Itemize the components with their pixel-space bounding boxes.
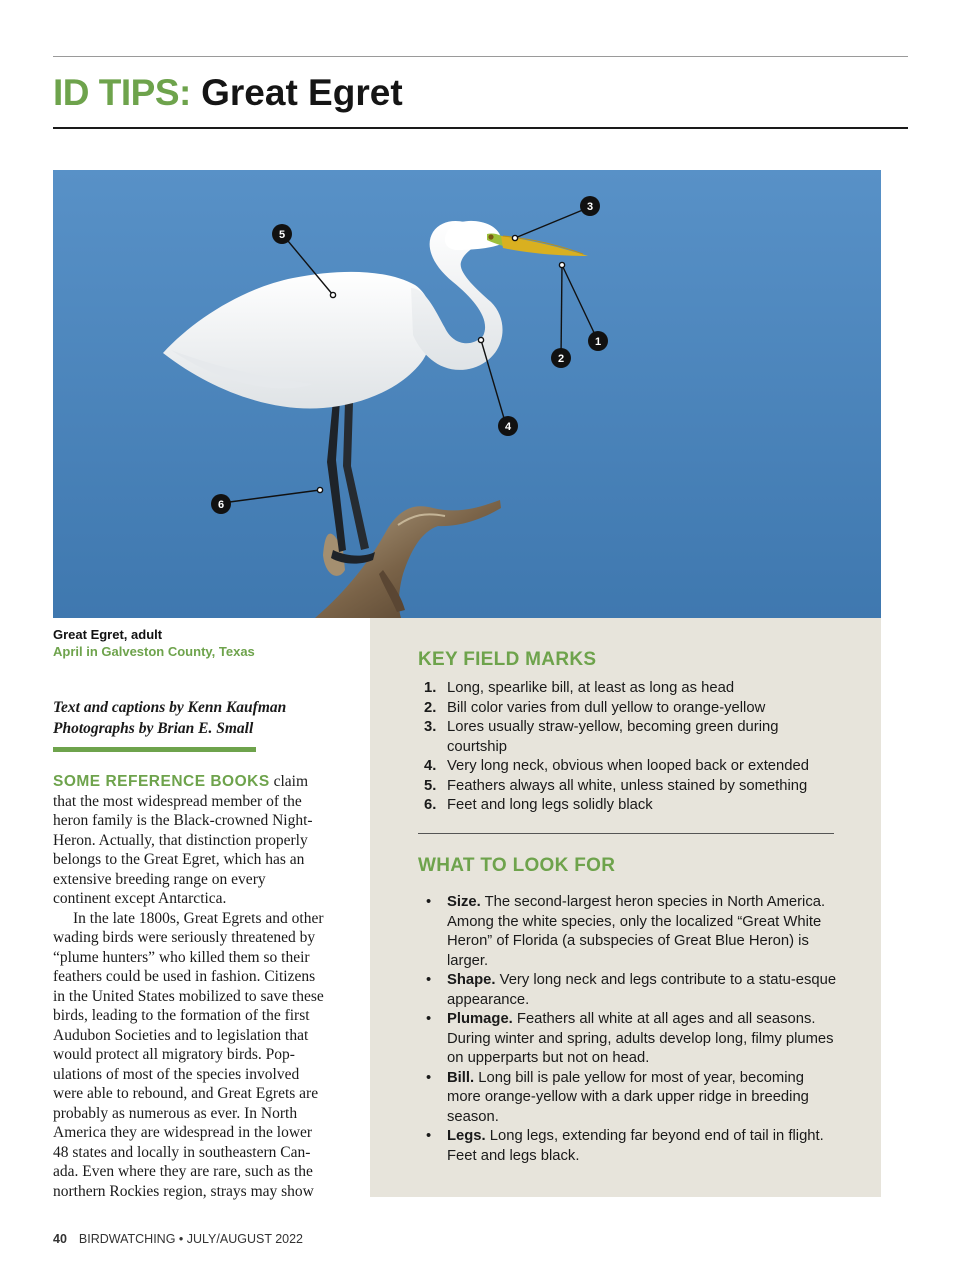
field-mark-number: 1.: [424, 680, 437, 696]
top-rule: [53, 56, 908, 57]
article-body: [53, 772, 327, 1201]
look-for-list: [418, 893, 838, 1166]
field-mark-text: Long, spearlike bill, at least as long as head: [447, 680, 735, 696]
bullet: •: [426, 894, 432, 910]
page-footer: [53, 1231, 303, 1247]
egret-illustration: [53, 170, 881, 618]
look-for-label: Plumage.: [447, 1011, 513, 1027]
text-credit: Text and captions by Kenn Kaufman: [53, 699, 287, 716]
look-for-label: Shape.: [447, 972, 496, 988]
callout-label-6: 6: [217, 499, 225, 511]
what-to-look-for-heading: WHAT TO LOOK FOR: [418, 855, 616, 876]
field-marks-list: [418, 679, 838, 816]
look-for-label: Size.: [447, 894, 481, 910]
callout-badge-2: [551, 348, 571, 368]
field-mark-number: 2.: [424, 699, 437, 716]
lead-in: SOME REFERENCE BOOKS: [53, 773, 270, 790]
bullet: •: [426, 1011, 432, 1027]
callout-badge-1: [588, 331, 608, 351]
field-mark-item: [418, 699, 838, 719]
field-mark-item: [418, 777, 838, 797]
look-for-text: Feathers all white at all ages and all seasons. During winter and spring, adults develop long, filmy plumes on upperparts but not on head.: [447, 1011, 834, 1066]
photo-caption-subtitle: April in Galveston County, Texas: [53, 644, 255, 659]
field-mark-item: [418, 757, 838, 777]
page-number: 40: [53, 1232, 67, 1246]
bullet: •: [426, 972, 432, 988]
look-for-item: [418, 1010, 838, 1069]
field-mark-number: 3.: [424, 719, 437, 735]
article-paragraph-1: [53, 772, 327, 909]
egret-photo: [53, 170, 881, 618]
callout-label-1: 1: [594, 336, 602, 348]
look-for-item: [418, 1069, 838, 1128]
look-for-item: [418, 1127, 838, 1166]
title-prefix: ID TIPS:: [53, 72, 191, 113]
page-title: [53, 70, 403, 116]
callout-label-4: 4: [504, 421, 512, 433]
field-mark-text: Feathers always all white, unless stained by something: [447, 777, 808, 794]
sidebar-divider: [418, 833, 834, 834]
field-mark-number: 4.: [424, 758, 437, 774]
callout-label-2: 2: [557, 353, 565, 365]
field-mark-number: 5.: [424, 777, 437, 794]
callout-label-5: 5: [278, 229, 286, 241]
green-accent-bar: [53, 747, 256, 752]
callout-badge-3: [580, 196, 600, 216]
field-mark-text: Very long neck, obvious when looped back or extended: [447, 758, 809, 774]
bullet: •: [426, 1069, 432, 1086]
look-for-label: Legs.: [447, 1128, 486, 1144]
article-paragraph-2: In the late 1800s, Great Egrets and other wading birds were seriously threatened by “plume hunters” who killed them so their feathers could be used in fashion. Citizens in the United States mobilized to save these birds, leading to the formation of the first Audubon Societies and to legislation that would protect all migratory birds. Pop-ulations of most of the species involved were able to rebound, and Great Egrets are probably as numerous as ever. In North America they are widespread in the lower 48 states and locally in southeastern Can-ada. Even where they are rare, such as the northern Rockies region, strays may show: [53, 909, 324, 1200]
callout-badge-6: [211, 494, 231, 514]
look-for-item: [418, 971, 838, 1010]
field-mark-item: [418, 796, 838, 816]
bullet: •: [426, 1128, 432, 1144]
look-for-text: Very long neck and legs contribute to a statu-esque appearance.: [447, 972, 837, 1008]
paragraph-1-text: claim that the most widespread member of the heron family is the Black-crowned Night-Heron. Actually, that distinction properly belongs to the Great Egret, which has an extensive breeding range on every continent except Antarctica.: [53, 773, 313, 907]
look-for-label: Bill.: [447, 1069, 475, 1086]
field-mark-text: Lores usually straw-yellow, becoming green during courtship: [447, 719, 779, 755]
look-for-text: Long bill is pale yellow for most of year, becoming more orange-yellow with a dark upper ridge in breeding season.: [447, 1069, 809, 1125]
publication-info: BIRDWATCHING • JULY/AUGUST 2022: [78, 1232, 304, 1246]
title-rule: [53, 127, 908, 129]
field-mark-number: 6.: [424, 797, 437, 813]
look-for-text: Long legs, extending far beyond end of tail in flight. Feet and legs black.: [447, 1128, 824, 1164]
field-mark-text: Feet and long legs solidly black: [447, 797, 653, 813]
callout-badge-5: [272, 224, 292, 244]
title-name: Great Egret: [201, 72, 403, 113]
photo-credit: Photographs by Brian E. Small: [53, 720, 254, 737]
callout-label-3: 3: [586, 201, 594, 213]
field-mark-item: [418, 679, 838, 699]
callout-badge-4: [498, 416, 518, 436]
field-mark-item: [418, 718, 838, 757]
look-for-text: The second-largest heron species in North America. Among the white species, only the localized “Great White Heron” of Florida (a subspecies of Great Blue Heron) is larger.: [447, 894, 826, 969]
photo-caption-title: Great Egret, adult: [53, 627, 163, 642]
field-mark-text: Bill color varies from dull yellow to orange-yellow: [447, 699, 766, 716]
look-for-item: [418, 893, 838, 971]
key-field-marks-heading: KEY FIELD MARKS: [418, 649, 597, 670]
credits: [53, 697, 343, 739]
